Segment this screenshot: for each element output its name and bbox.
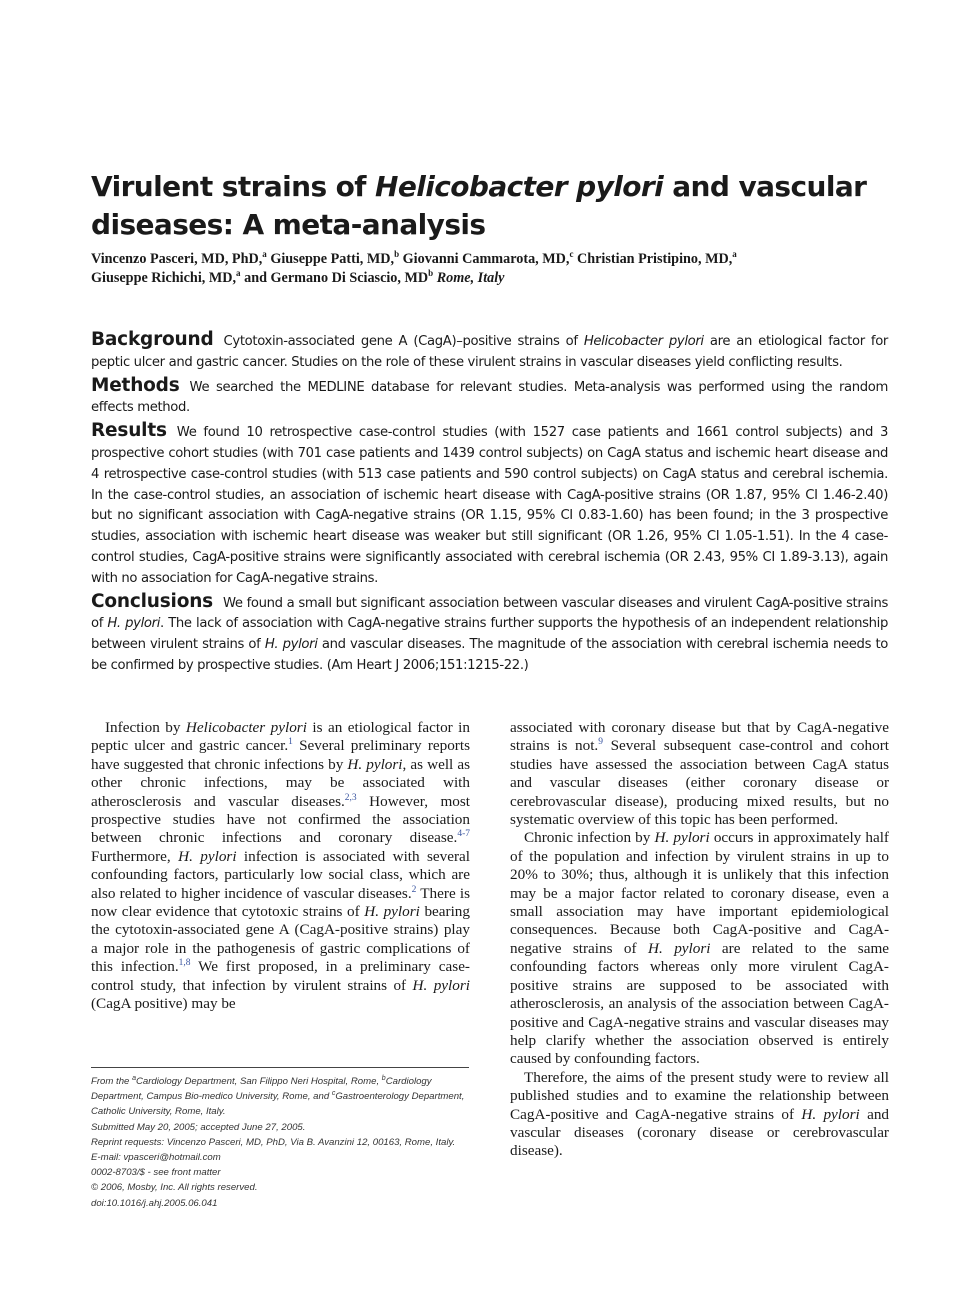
body-paragraph: associated with coronary disease but that by CagA-negative strains is not.$^9$ Several subsequent case-control and cohort studies have assessed the association between CagA status and vascular diseases (either coronary disease or cerebrovascular disease), producing mixed results, but no systematic overview of this topic has been performed. — [510, 719, 889, 829]
submission-dates: Submitted May 20, 2005; accepted June 27, 2005. — [91, 1121, 306, 1133]
abstract-conclusions: Conclusions We found a small but significant association between vascular diseases and virulent CagA-positive strains of H. pylori. The lack of association with CagA-negative strains further supports the hypothesis of an independent relationship between virulent strains of H. pylori and vascular diseases. The magnitude of the association with cerebral ischemia needs to be confirmed by prospective studies. (Am Heart J 2006;151:1215-22.) — [91, 590, 888, 673]
section-heading: Methods — [91, 374, 180, 396]
author-name: Vincenzo Pasceri, MD, PhD, — [91, 251, 263, 267]
article-title: Virulent strains of Helicobacter pylori and vascular diseases: A meta-analysis — [91, 170, 867, 241]
citation-link[interactable]: 2,3 — [344, 792, 357, 803]
body-column-right — [510, 719, 889, 1161]
author-name: Giuseppe Richichi, MD, — [91, 270, 237, 286]
body-column-left — [91, 719, 470, 1014]
section-heading: Conclusions — [91, 590, 213, 612]
body-paragraph: Therefore, the aims of the present study were to review all published studies and to examine the relationship between CagA-positive and CagA-negative strains of H. pylori and vascular diseases (coronary disease or cerebrovascular disease). — [510, 1068, 890, 1160]
title-species: Helicobacter pylori — [375, 170, 664, 203]
citation-link[interactable]: 2 — [411, 884, 417, 895]
abstract-results: Results We found 10 retrospective case-control studies (with 1527 case patients and 1661 control subjects) and 3 prospective cohort studies (with 701 case patients and 1439 control subjects) on CagA status and ischemic heart disease and 4 retrospective case-control studies (with 513 case patients and 590 control subjects) on CagA status and cerebral ischemia. In the case-control studies, an association of ischemic heart disease with CagA-positive strains (OR 1.87, 95% CI 1.46-2.40) but no significant association with CagA-negative strains (OR 1.15, 95% CI 0.83-1.60) has been found; in the 3 prospective studies, association with ischemic heart disease was weaker but still significant (OR 1.26, 95% CI 1.05-1.51). In the 4 case-control studies, CagA-positive strains were significantly associated with cerebral ischemia (OR 2.43, 95% CI 1.89-3.13), again with no association for CagA-negative strains. — [91, 420, 888, 586]
section-heading: Results — [91, 420, 167, 442]
citation-link[interactable]: 1 — [288, 737, 293, 748]
abstract-methods: Methods We searched the MEDLINE database for relevant studies. Meta-analysis was performed using the random effects method. — [91, 374, 888, 416]
body-paragraph: Chronic infection by H. pylori occurs in approximately half of the population and infection by virulent strains in up to 20% to 30%; thus, although it is unlikely that this infection may be a major factor related to coronary disease, even a small association may have important epidemiological consequences. Because both CagA-positive and CagA-negative strains of H. pylori are related to the same confounding factors whereas only more virulent CagA-positive strains are supposed to be associated with atherosclerosis, an analysis of the association between CagA-positive and CagA-negative strains and vascular diseases may help clarify whether the association observed is entirely caused by confounding factors. — [510, 829, 890, 1068]
author-name: Giuseppe Patti, MD, — [266, 251, 395, 267]
footnotes — [91, 1074, 471, 1211]
section-heading: Background — [91, 329, 214, 350]
author-list: Vincenzo Pasceri, MD, PhD,$^a$ Giuseppe Patti, MD,$^b$ Giovanni Cammarota, MD,$^c$ Christian Pristipino, MD,$^a$ Giuseppe Richichi, MD,$^a$ and Germano Di Sciascio, $MD^b$ Rome, Italy — [91, 249, 737, 286]
citation-link[interactable]: 4-7 — [457, 829, 470, 840]
author-name: Christian Pristipino, MD, — [573, 251, 733, 267]
citation-link[interactable]: 1,8 — [178, 958, 191, 969]
body-paragraph: Infection by Helicobacter pylori is an etiological factor in peptic ulcer and gastric cancer.$^1$ Several preliminary reports have suggested that chronic infections by H. pylori, as well as other chronic infections, may be associated with atherosclerosis and vascular diseases.$^{2,3}$ However, most prospective studies have not confirmed the association between chronic infections and coronary disease.$^{4-7}$ Furthermore, H. pylori infection is associated with several confounding factors, particularly low social class, which are also related to higher incidence of vascular diseases.$^2$ There is now clear evidence that cytotoxic strains of H. pylori bearing the cytotoxin-associated gene A (CagA-positive strains) play a major role in the pathogenesis of gastric complications of this infection.$^{1,8}$ We first proposed, in a preliminary case-control study, that infection by virulent strains of H. pylori (CagA positive) may be — [91, 719, 471, 1013]
abstract-background: Background Cytotoxin-associated gene A (CagA)–positive strains of Helicobacter pylori are an etiological factor for peptic ulcer and gastric cancer. Studies on the role of these virulent strains in vascular diseases yield conflicting results. — [91, 329, 889, 370]
reprint-request: Reprint requests: Vincenzo Pasceri, MD, PhD, Via B. Avanzini 12, 00163, Rome, Italy. — [91, 1136, 456, 1148]
copyright-note: © 2006, Mosby, Inc. All rights reserved. — [91, 1182, 258, 1194]
doi-link[interactable]: doi:10.1016/j.ahj.2005.06.041 — [91, 1197, 218, 1209]
author-location: Rome, Italy — [433, 270, 505, 286]
issn-note: 0002-8703/$ - see front matter — [91, 1167, 221, 1179]
author-name: and Germano Di Sciascio, MD — [240, 270, 429, 286]
affiliation-note: From the $^a$Cardiology Department, San Filippo Neri Hospital, Rome, $^b$Cardiology Department, Campus Bio-medico University, Rome, and $^c$Gastroenterology Department, Catholic University, Rome, Italy. — [91, 1075, 465, 1118]
contact-email[interactable]: E-mail: vpasceri@hotmail.com — [91, 1152, 221, 1164]
citation-link[interactable]: 9 — [598, 737, 603, 748]
footnote-divider — [91, 1067, 469, 1068]
author-name: Giovanni Cammarota, MD, — [399, 251, 570, 267]
abstract — [91, 330, 888, 679]
